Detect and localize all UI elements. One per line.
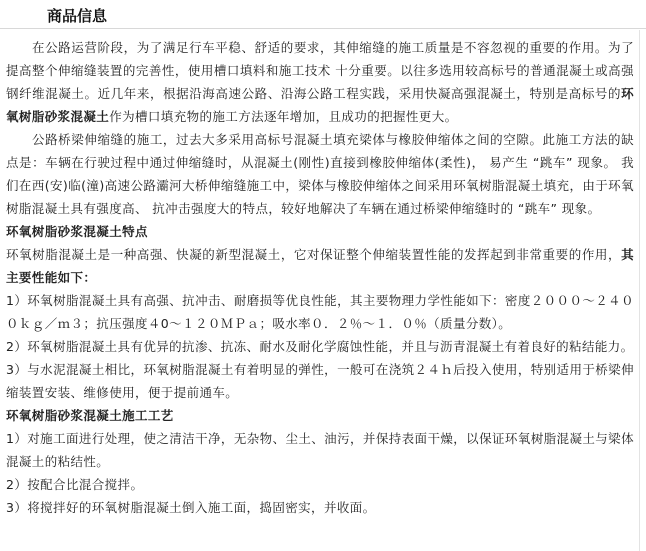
right-border (639, 30, 640, 551)
feature-item-2: 2）环氧树脂混凝土具有优异的抗渗、抗冻、耐水及耐化学腐蚀性能，并且与沥青混凝土有着良好的粘结能力。 (6, 339, 634, 354)
section-header (0, 0, 646, 29)
features-lead-text: 环氧树脂混凝土是一种高强、快凝的新型混凝土，它对保证整个伸缩装置性能的发挥起到非常重要的作用， (6, 247, 622, 262)
intro-paragraph-1 (6, 36, 634, 128)
features-lead-emphasis: 其主要性能如下： (6, 247, 634, 285)
intro-text-b: 作为槽口填充物的施工方法逐年增加，且成功的把握性更大。 (109, 109, 458, 124)
process-heading: 环氧树脂砂浆混凝土施工工艺 (6, 408, 174, 423)
intro-emphasis: 环氧树脂砂浆混凝土 (6, 86, 634, 124)
feature-item-1: 1）环氧树脂混凝土具有高强、抗冲击、耐磨损等优良性能，其主要物理力学性能如下：密度２０００～２４００ｋｇ／ｍ３；抗压强度４0～１２０ＭＰａ；吸水率０．２％～１．０％（质量分数）。 (6, 293, 634, 331)
process-item-1: 1）对施工面进行处理，使之清洁干净，无杂物、尘土、油污，并保持表面干燥，以保证环氧树脂混凝土与梁体混凝土的粘结性。 (6, 431, 634, 469)
intro-text-a: 在公路运营阶段，为了满足行车平稳、舒适的要求，其伸缩缝的施工质量是不容忽视的重要的作用。为了提高整个伸缩缝装置的完善性，使用槽口填料和施工技术 十分重要。以往多选用较高标号的普通混凝土或高强钢纤维混凝土。近几年来，根据沿海高速公路、沿海公路工程实践，采用快凝高强混凝土，特别是高标号的 (6, 40, 634, 101)
intro-paragraph-2: 公路桥梁伸缩缝的施工，过去大多采用高标号混凝土填充梁体与橡胶伸缩体之间的空隙。此施工方法的缺点是：车辆在行驶过程中通过伸缩缝时，从混凝土(刚性)直接到橡胶伸缩体(柔性)， 易产生 “跳车” 现象。 我们在西(安)临(潼)高速公路灞河大桥伸缩缝施工中，梁体与橡胶伸缩体之间采用环氧树脂混凝土填充，由于环氧树脂混凝土具有强度高、 抗冲击强度大的特点，较好地解决了车辆在通过桥梁伸缩缝时的 “跳车” 现象。 (6, 132, 634, 216)
features-heading: 环氧树脂砂浆混凝土特点 (6, 224, 148, 239)
process-item-3: 3）将搅拌好的环氧树脂混凝土倒入施工面，捣固密实，并收面。 (6, 500, 376, 515)
process-item-2: 2）按配合比混合搅拌。 (6, 477, 144, 492)
feature-item-3: 3）与水泥混凝土相比，环氧树脂混凝土有着明显的弹性，一般可在浇筑２４ｈ后投入使用，特别适用于桥梁伸缩装置安装、维修使用，便于提前通车。 (6, 362, 634, 400)
features-lead (6, 243, 634, 289)
section-title: 商品信息 (47, 7, 108, 25)
description-content (6, 36, 634, 519)
